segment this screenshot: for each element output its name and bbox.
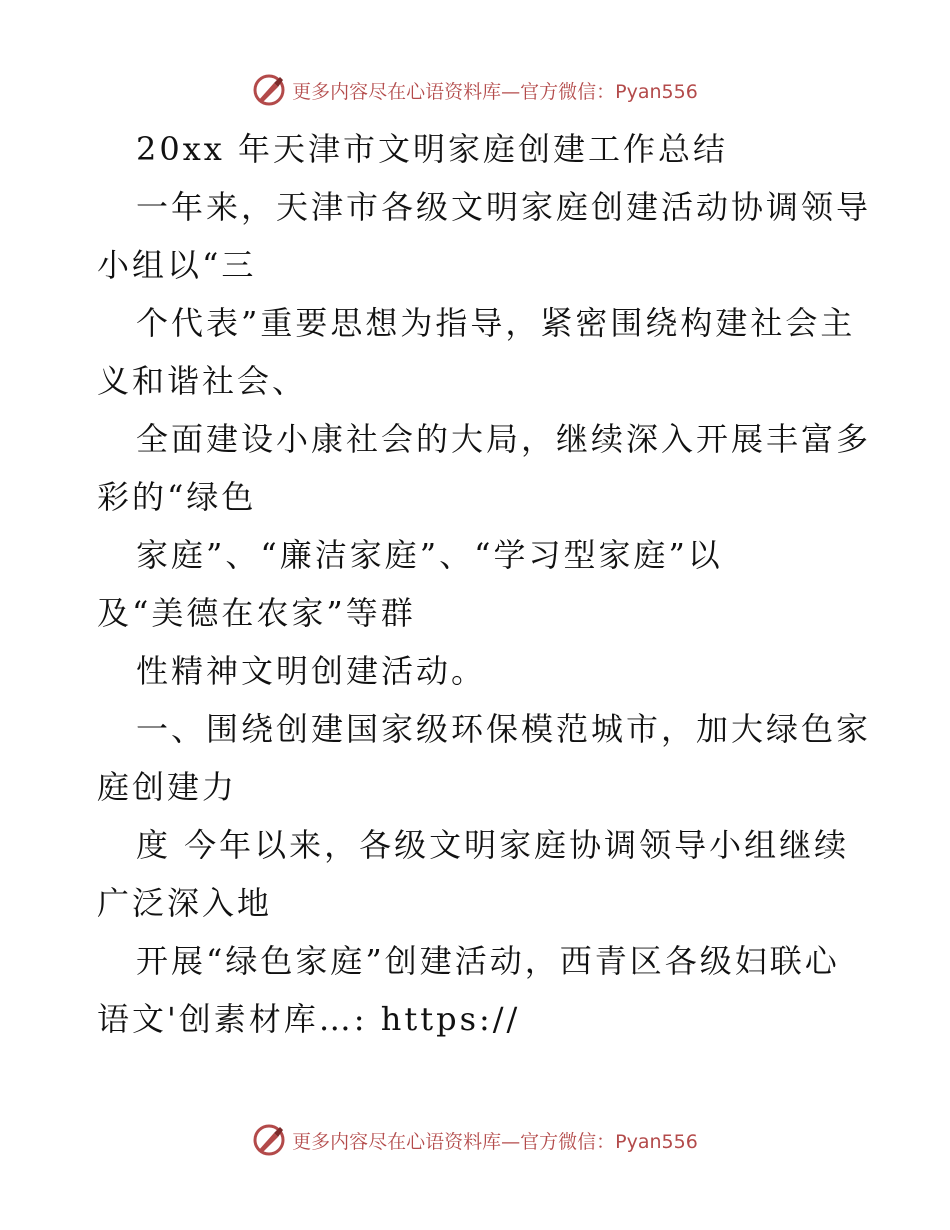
paragraph-line: 广泛深入地 bbox=[97, 884, 273, 922]
paragraph-line: 一年来，天津市各级文明家庭创建活动协调领导 bbox=[136, 188, 872, 226]
watermark-text: 更多内容尽在心语资料库—官方微信：Pyan556 bbox=[292, 80, 698, 103]
paragraph-line: 家庭”、“廉洁家庭”、“学习型家庭”以 bbox=[136, 536, 723, 574]
paragraph-line: 小组以“三 bbox=[97, 246, 257, 284]
section-heading-line: 庭创建力 bbox=[97, 768, 238, 806]
pen-logo-icon bbox=[252, 1123, 286, 1157]
paragraph-line: 开展“绿色家庭”创建活动，西青区各级妇联心 bbox=[136, 942, 840, 980]
watermark-handle: Pyan556 bbox=[615, 80, 698, 103]
paragraph-line: 语文'创素材库…: https:// bbox=[97, 1000, 521, 1038]
paragraph-line: 度 今年以来，各级文明家庭协调领导小组继续 bbox=[136, 826, 850, 864]
watermark-handle: Pyan556 bbox=[615, 1130, 698, 1153]
section-heading-line: 一、围绕创建国家级环保模范城市，加大绿色家 bbox=[136, 710, 872, 748]
watermark-text: 更多内容尽在心语资料库—官方微信：Pyan556 bbox=[292, 1130, 698, 1153]
watermark-banner-top bbox=[0, 70, 950, 110]
paragraph-line: 性精神文明创建活动。 bbox=[136, 652, 487, 690]
watermark-banner-bottom bbox=[0, 1120, 950, 1160]
pen-logo-icon bbox=[252, 73, 286, 107]
paragraph-line: 义和谐社会、 bbox=[97, 362, 308, 400]
paragraph-line: 及“美德在农家”等群 bbox=[97, 594, 416, 632]
paragraph-line: 彩的“绿色 bbox=[97, 478, 257, 516]
paragraph-line: 全面建设小康社会的大局，继续深入开展丰富多 bbox=[136, 420, 872, 458]
document-title: 20xx 年天津市文明家庭创建工作总结 bbox=[136, 130, 728, 168]
paragraph-line: 个代表”重要思想为指导，紧密围绕构建社会主 bbox=[136, 304, 856, 342]
